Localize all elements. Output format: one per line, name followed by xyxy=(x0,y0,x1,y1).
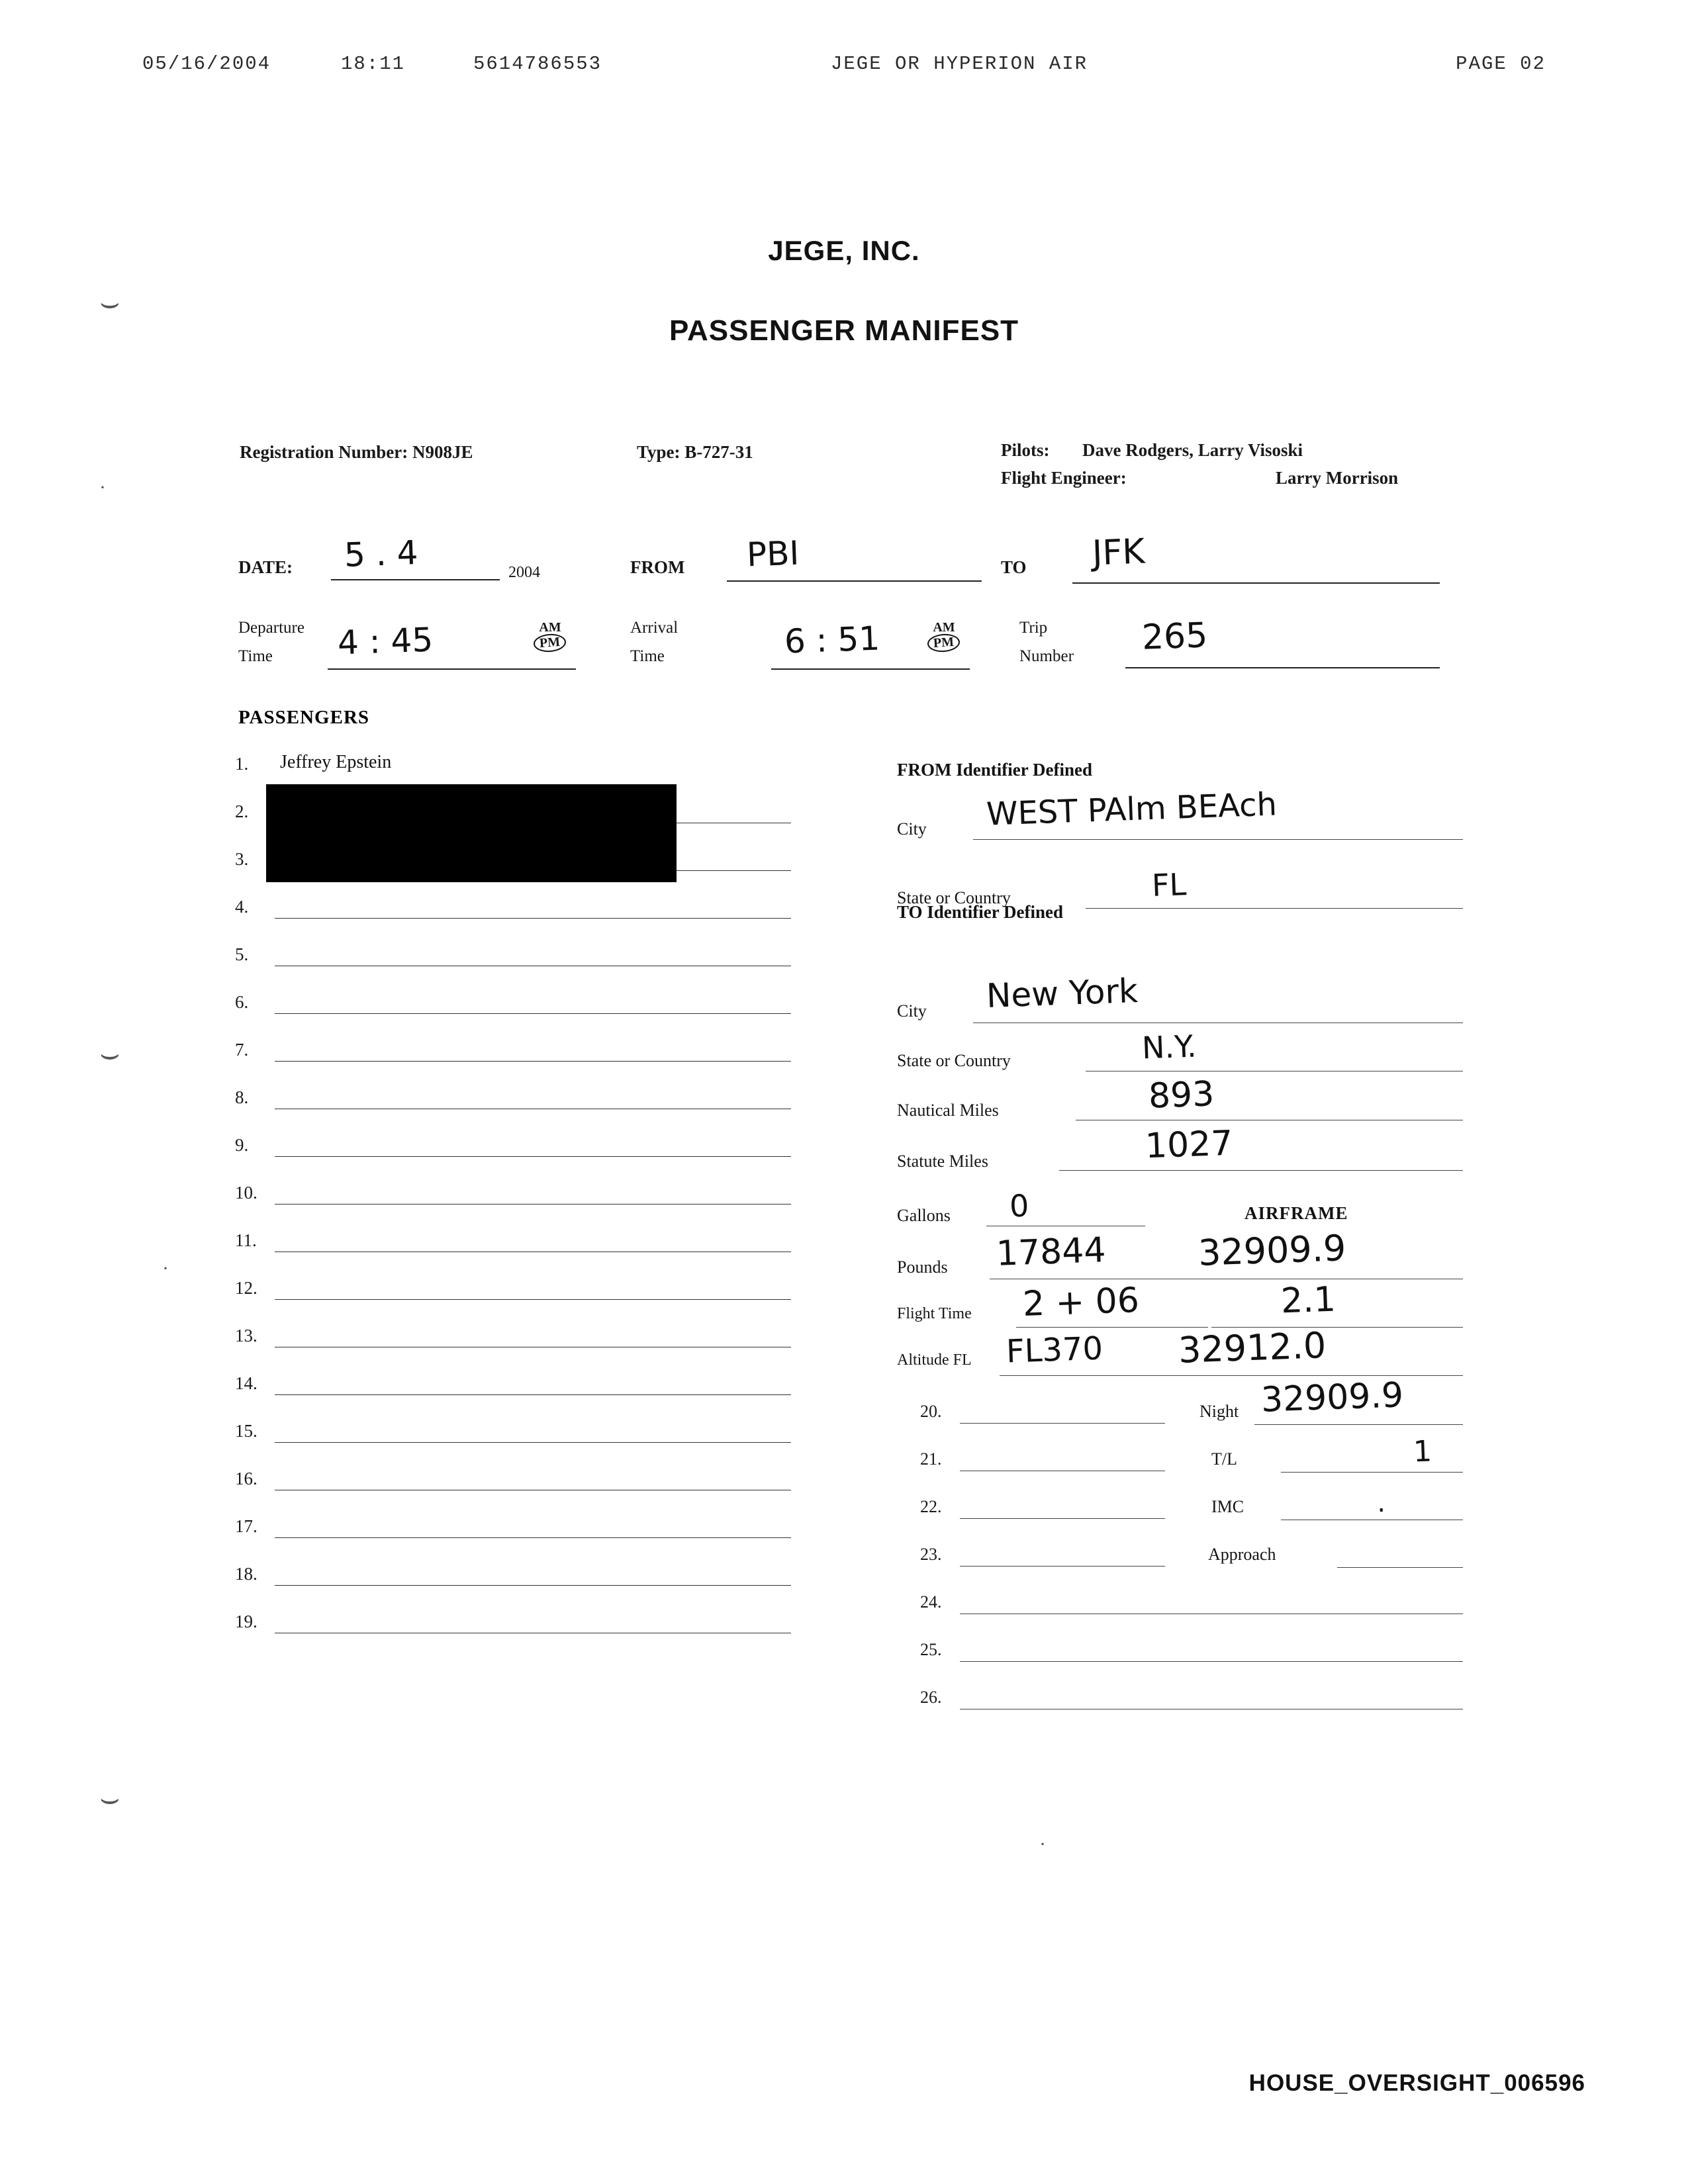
arrival-pm[interactable]: PM xyxy=(927,633,961,653)
passenger-blank-line xyxy=(275,1585,791,1586)
from-label: FROM xyxy=(630,557,685,577)
altitude-airframe-value: 32912.0 xyxy=(1177,1324,1327,1371)
passenger-row xyxy=(235,736,791,784)
passenger-row xyxy=(235,1451,791,1498)
passenger-number: 3. xyxy=(235,849,249,869)
date-rule xyxy=(331,579,500,580)
from-city-value: WEST PAlm BEAch xyxy=(986,786,1278,833)
passenger-row xyxy=(235,879,791,927)
row-23-number: 23. xyxy=(920,1545,942,1564)
statute-miles-label: Statute Miles xyxy=(897,1152,988,1171)
from-state-value: FL xyxy=(1151,866,1188,903)
pounds-airframe-value: 32909.9 xyxy=(1197,1227,1347,1274)
arrival-am[interactable]: AM xyxy=(933,620,955,635)
from-identifier-heading: FROM Identifier Defined xyxy=(897,760,1092,780)
departure-rule xyxy=(328,668,576,670)
page-title: PASSENGER MANIFEST xyxy=(669,314,1019,347)
row-22-rule xyxy=(960,1518,1165,1519)
departure-label-line1: Departure xyxy=(238,619,305,637)
passenger-row xyxy=(235,1165,791,1212)
flight-time-airframe-value: 2.1 xyxy=(1280,1279,1336,1322)
to-state-label: State or Country xyxy=(897,1051,1011,1070)
row-21-number: 21. xyxy=(920,1449,942,1469)
altitude-label: Altitude FL xyxy=(897,1351,972,1369)
passenger-number: 9. xyxy=(235,1135,249,1155)
departure-time-value: 4 : 45 xyxy=(337,620,434,662)
from-rule xyxy=(727,580,982,582)
passenger-blank-line xyxy=(275,1156,791,1157)
row-20-number: 20. xyxy=(920,1402,942,1421)
to-city-value: New York xyxy=(986,972,1139,1015)
passenger-blank-line xyxy=(275,1061,791,1062)
night-rule xyxy=(1254,1424,1463,1425)
arrival-rule xyxy=(771,668,970,670)
passenger-blank-line xyxy=(275,1442,791,1443)
date-value: 5 . 4 xyxy=(344,533,419,574)
fax-header xyxy=(142,53,1546,75)
passenger-number: 2. xyxy=(235,801,249,821)
statute-miles-rule xyxy=(1059,1170,1463,1171)
row-26-number: 26. xyxy=(920,1688,942,1707)
passenger-number: 19. xyxy=(235,1612,258,1631)
altitude-value: FL370 xyxy=(1006,1330,1103,1371)
airframe-label: AIRFRAME xyxy=(1244,1203,1348,1223)
tl-label: T/L xyxy=(1211,1449,1237,1469)
trip-number-value: 265 xyxy=(1141,615,1209,658)
from-state-rule xyxy=(1086,908,1463,909)
passenger-number: 15. xyxy=(235,1421,258,1441)
scan-mark: ⌣ xyxy=(99,1781,120,1816)
departure-pm[interactable]: PM xyxy=(534,633,567,653)
passenger-row xyxy=(235,1260,791,1308)
to-label: TO xyxy=(1001,557,1027,577)
night-label: Night xyxy=(1199,1402,1239,1421)
flight-time-rule xyxy=(1016,1327,1208,1328)
trip-label-line2: Number xyxy=(1019,647,1074,665)
passenger-number: 5. xyxy=(235,944,249,964)
passenger-number: 1. xyxy=(235,754,249,774)
passenger-row xyxy=(235,1022,791,1069)
approach-label: Approach xyxy=(1208,1545,1276,1564)
row-24-number: 24. xyxy=(920,1592,942,1612)
passenger-row xyxy=(235,1403,791,1451)
approach-rule xyxy=(1337,1567,1463,1568)
pounds-value: 17844 xyxy=(996,1230,1107,1274)
to-state-value: N.Y. xyxy=(1141,1028,1197,1066)
to-rule xyxy=(1072,582,1440,584)
passenger-row xyxy=(235,1212,791,1260)
company-title: JEGE, INC. xyxy=(768,235,920,266)
to-city-label: City xyxy=(897,1001,927,1021)
passenger-number: 6. xyxy=(235,992,249,1012)
passenger-blank-line xyxy=(275,1013,791,1014)
passenger-blank-line xyxy=(275,918,791,919)
nautical-miles-label: Nautical Miles xyxy=(897,1101,999,1120)
to-value: JFK xyxy=(1091,531,1146,574)
passenger-number: 16. xyxy=(235,1469,258,1488)
arrival-time-value: 6 : 51 xyxy=(784,619,881,661)
flight-time-value: 2 + 06 xyxy=(1022,1280,1140,1325)
passenger-row xyxy=(235,1594,791,1641)
passenger-row xyxy=(235,927,791,974)
to-identifier-heading: TO Identifier Defined xyxy=(897,902,1064,922)
passenger-row xyxy=(235,1355,791,1403)
row-23-rule xyxy=(960,1566,1165,1567)
pilots-names: Dave Rodgers, Larry Visoski xyxy=(1082,440,1303,460)
passenger-row xyxy=(235,1498,791,1546)
passenger-number: 10. xyxy=(235,1183,258,1203)
passenger-number: 8. xyxy=(235,1087,249,1107)
tl-value: 1 xyxy=(1413,1434,1432,1469)
registration-number: Registration Number: N908JE xyxy=(240,442,473,462)
passenger-row xyxy=(235,1117,791,1165)
from-city-label: City xyxy=(897,819,927,839)
passengers-heading: PASSENGERS xyxy=(238,707,370,728)
passenger-name: Jeffrey Epstein xyxy=(280,752,392,772)
row-20-rule xyxy=(960,1423,1165,1424)
date-year: 2004 xyxy=(508,564,540,581)
passenger-number: 18. xyxy=(235,1564,258,1584)
fax-title: JEGE OR HYPERION AIR xyxy=(831,53,1088,75)
from-state-label: State or Country xyxy=(897,888,1011,907)
imc-value: . xyxy=(1376,1487,1386,1519)
arrival-label-line1: Arrival xyxy=(630,619,679,637)
row-25-number: 25. xyxy=(920,1640,942,1659)
tl-rule xyxy=(1281,1472,1463,1473)
passenger-blank-line xyxy=(275,1394,791,1395)
pilots-label: Pilots: xyxy=(1001,440,1050,460)
passenger-blank-line xyxy=(275,1204,791,1205)
flight-time-label: Flight Time xyxy=(897,1305,972,1322)
passenger-row xyxy=(235,974,791,1022)
passenger-row xyxy=(235,1069,791,1117)
passenger-row xyxy=(235,1308,791,1355)
departure-am[interactable]: AM xyxy=(539,620,561,635)
arrival-label-line2: Time xyxy=(630,647,665,665)
redaction-box xyxy=(266,784,677,882)
fax-date: 05/16/2004 xyxy=(142,53,271,75)
pounds-label: Pounds xyxy=(897,1257,948,1277)
passenger-number: 17. xyxy=(235,1516,258,1536)
bates-number: HOUSE_OVERSIGHT_006596 xyxy=(1248,2070,1585,2096)
passenger-number: 12. xyxy=(235,1278,258,1298)
passenger-number: 7. xyxy=(235,1040,249,1060)
passenger-row xyxy=(235,1546,791,1594)
departure-label-line2: Time xyxy=(238,647,273,665)
scan-mark: · xyxy=(99,477,106,498)
flight-engineer-name: Larry Morrison xyxy=(1276,468,1399,488)
fax-page-number: PAGE 02 xyxy=(1456,53,1546,75)
passenger-blank-line xyxy=(275,1537,791,1538)
passenger-number: 14. xyxy=(235,1373,258,1393)
date-label: DATE: xyxy=(238,557,293,577)
nautical-miles-value: 893 xyxy=(1147,1074,1215,1116)
trip-rule xyxy=(1125,667,1440,668)
fax-time: 18:11 xyxy=(341,53,406,75)
flight-engineer-label: Flight Engineer: xyxy=(1001,468,1127,488)
passenger-number: 11. xyxy=(235,1230,257,1250)
fax-sender-number: 5614786553 xyxy=(473,53,602,75)
aircraft-type: Type: B-727-31 xyxy=(637,442,753,462)
scan-mark: ⌣ xyxy=(99,285,120,320)
row-22-number: 22. xyxy=(920,1497,942,1516)
scan-mark: · xyxy=(162,1257,169,1279)
imc-label: IMC xyxy=(1211,1497,1244,1516)
night-value: 32909.9 xyxy=(1260,1375,1405,1420)
gallons-label: Gallons xyxy=(897,1206,951,1225)
trip-label-line1: Trip xyxy=(1019,619,1048,637)
passenger-blank-line xyxy=(275,1251,791,1252)
passenger-blank-line xyxy=(275,1299,791,1300)
passenger-number: 13. xyxy=(235,1326,258,1345)
gallons-value: 0 xyxy=(1009,1187,1030,1224)
statute-miles-value: 1027 xyxy=(1144,1123,1234,1167)
from-value: PBI xyxy=(746,533,800,574)
scan-mark: · xyxy=(1039,1833,1046,1855)
scan-mark: ⌣ xyxy=(99,1036,120,1071)
passenger-number: 4. xyxy=(235,897,249,917)
row-25-rule xyxy=(960,1661,1463,1662)
from-city-rule xyxy=(973,839,1463,840)
